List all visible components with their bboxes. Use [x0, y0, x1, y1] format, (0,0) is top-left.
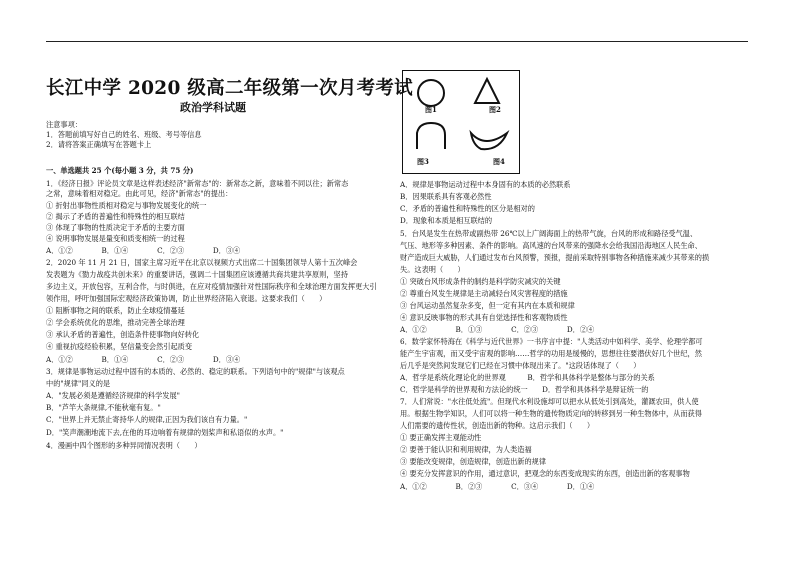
- option-line: A．规律是事物运动过程中本身固有的本质的必然联系: [400, 180, 571, 189]
- section-heading: 一、单选题共 25 个(每小题 3 分，共 75 分): [46, 166, 194, 175]
- option-line: B．因果联系具有客观必然性: [400, 192, 492, 201]
- notice-item: 2．请将答案正确填写在答题卡上: [46, 140, 152, 149]
- option-line: ② 尊重台风发生规律是主动减轻台风灾害程度的措施: [400, 289, 568, 298]
- question-text: 1．《经济日报》评论员文章是这样表述经济"新常态"的：新常态之新，意味着不同以往；新常态: [46, 179, 349, 188]
- option-line: ③ 要能改变规律，创造规律，创造出新的规律: [400, 457, 547, 466]
- question-text: 财产造成巨大威胁，人们通过发布台风预警，预报，提前采取特别事物各种措施来减少其带来的损: [400, 253, 710, 262]
- figure-label: 图4: [493, 157, 505, 166]
- option-line: B．"芦竿大条规律,不能秋毫有复。": [46, 403, 161, 412]
- option-line: ① 折射出事物性质相对稳定与事物发展变化的统一: [46, 201, 207, 210]
- question-text: 领作用，呼吁加强国际宏观经济政策协调，防止世界经济陷入衰退。这要求我们（ ）: [46, 294, 327, 303]
- question-text: 5．台风是发生在热带或副热带 26℃以上广阔海面上的热带气旋，台风的形成和路径受气温、: [400, 229, 698, 238]
- figure-label: 图3: [417, 157, 429, 166]
- option-line: D．现象和本质是相互联结的: [400, 216, 493, 225]
- notice-item: 1．答题前填写好自己的姓名、班级、考号等信息: [46, 130, 202, 139]
- question-text: 6．数学家怀特海在《科学与近代世界》一书序言中提："人类活动中如科学、美学、伦理学都可: [400, 337, 703, 346]
- question-text: 发表题为《勠力战疫共创未来》的重要讲话，强调二十国集团应该遵循共商共建共享原则，坚持: [46, 270, 348, 279]
- circle-shape: [418, 80, 444, 106]
- option-line: C．哲学是科学的世界观和方法论的统一 D．哲学和具体科学是辩证统一的: [400, 385, 649, 394]
- option-line: ④ 说明事物发展是量变和质变相统一的过程: [46, 234, 185, 243]
- option-line: ④ 意识反映事物的形式具有自觉选择性和客观物质性: [400, 313, 568, 322]
- option-line: C．矛盾的普遍性和特殊性的区分是相对的: [400, 204, 535, 213]
- exam-subtitle: 政治学科试题: [180, 101, 246, 114]
- option-line: C．"世界上并无禁止寄持华人的规律,正因为我们该自有力量。": [46, 415, 248, 424]
- option-line: A．哲学是系统化理论化的世界观 B．哲学和具体科学是整体与部分的关系: [400, 373, 655, 382]
- answer-choices: A．①② B．①④ C．②③ D．③④: [46, 355, 241, 364]
- option-line: ② 学会系统优化的思维，推动完善全球治理: [46, 318, 185, 327]
- option-line: D．"笑声潮潮地流下去,在他的耳边响着有规律的划桨声和私语似的水声。": [46, 428, 284, 437]
- cartoon-figure: [402, 70, 520, 174]
- option-line: ① 要正确发挥主观能动性: [400, 433, 482, 442]
- triangle-shape: [475, 79, 499, 103]
- crescent-shape: [471, 133, 507, 149]
- option-line: ② 揭示了矛盾的普遍性和特殊性的相互联结: [46, 212, 185, 221]
- question-text: 7．人们常说："水往低处流"。但现代水利设施却可以把水从低处引到高处，灌溉农田，供人使: [400, 397, 699, 406]
- exam-title: 长江中学 2020 级高二年级第一次月考考试: [46, 78, 413, 99]
- question-text: 3．规律是事物运动过程中固有的本质的、必然的、稳定的联系。下列语句中的"规律"与该观点: [46, 367, 345, 376]
- option-line: ③ 承认矛盾的普遍性，创造条件使事物向好转化: [46, 330, 200, 339]
- figure-label: 图1: [425, 105, 437, 114]
- question-text: 中的"规律"同义的是: [46, 379, 111, 388]
- notice-heading: 注意事项：: [46, 120, 82, 129]
- answer-choices: A．①② B．①③ C．②③ D．②④: [400, 325, 595, 334]
- answer-choices: A．①② B．①④ C．②③ D．③④: [46, 246, 241, 255]
- option-line: ③ 体现了事物的性质决定于矛盾的主要方面: [46, 223, 185, 232]
- question-text: 气压、地形等多种因素、条件的影响。高风速的台风带来的强降水会给我国沿海地区人民生命、: [400, 241, 702, 250]
- option-line: ④ 重视抗疫经验积累，坚信量变会然引起质变: [46, 342, 193, 351]
- question-text: 2．2020 年 11 月 21 日，国家主席习近平在北京以视频方式出席二十国集团领导人第十五次峰会: [46, 258, 358, 267]
- question-text: 之常，意味着相对稳定。由此可见，经济"新常态"的提出：: [46, 189, 233, 198]
- option-line: ④ 要充分发挥意识的作用，通过意识，把观念的东西变成现实的东西，创造出新的客观事物: [400, 469, 690, 478]
- option-line: ③ 台风运动虽然复杂多变，但一定有其内在本质和规律: [400, 301, 575, 310]
- header-rule: [46, 41, 748, 42]
- option-line: A．"发展必须是遵循经济规律的科学发展": [46, 391, 180, 400]
- option-line: ② 要善于能认识和利用规律，为人类造福: [400, 445, 532, 454]
- question-text: 人们需要的遗传性状，创造出新的物种。这启示我们（ ）: [400, 421, 595, 430]
- question-text: 失。这表明（ ）: [400, 265, 465, 274]
- option-line: ① 突破台风形成条件的制约是科学防灾减灾的关键: [400, 277, 561, 286]
- arch-shape: [417, 123, 445, 149]
- question-text: 后几乎是突然间发现它们已经在习惯中体现出来了。"这段话体现了（ ）: [400, 361, 641, 370]
- question-text: 4．漫画中四个图形的多种异同情况表明（ ）: [46, 441, 202, 450]
- figure-label: 图2: [489, 105, 501, 114]
- question-text: 能产生宇宙观，而又受宇宙观的影响……哲学的功用是缓慢的，思想往往要潜伏好几个世纪，然: [400, 349, 702, 358]
- answer-choices: A．①② B．②③ C．③④ D．①④: [400, 482, 595, 491]
- question-text: 多边主义，开放包容，互利合作，与时俱进，在应对疫情加强针对性国际秩序和全球治理方面发挥更大引: [46, 282, 377, 291]
- question-text: 用。根据生物学知识，人们可以将一种生物的遗传物质定向的转移到另一种生物体中，从而获得: [400, 409, 702, 418]
- option-line: ① 阻断事物之间的联系，防止全球疫情蔓延: [46, 306, 185, 315]
